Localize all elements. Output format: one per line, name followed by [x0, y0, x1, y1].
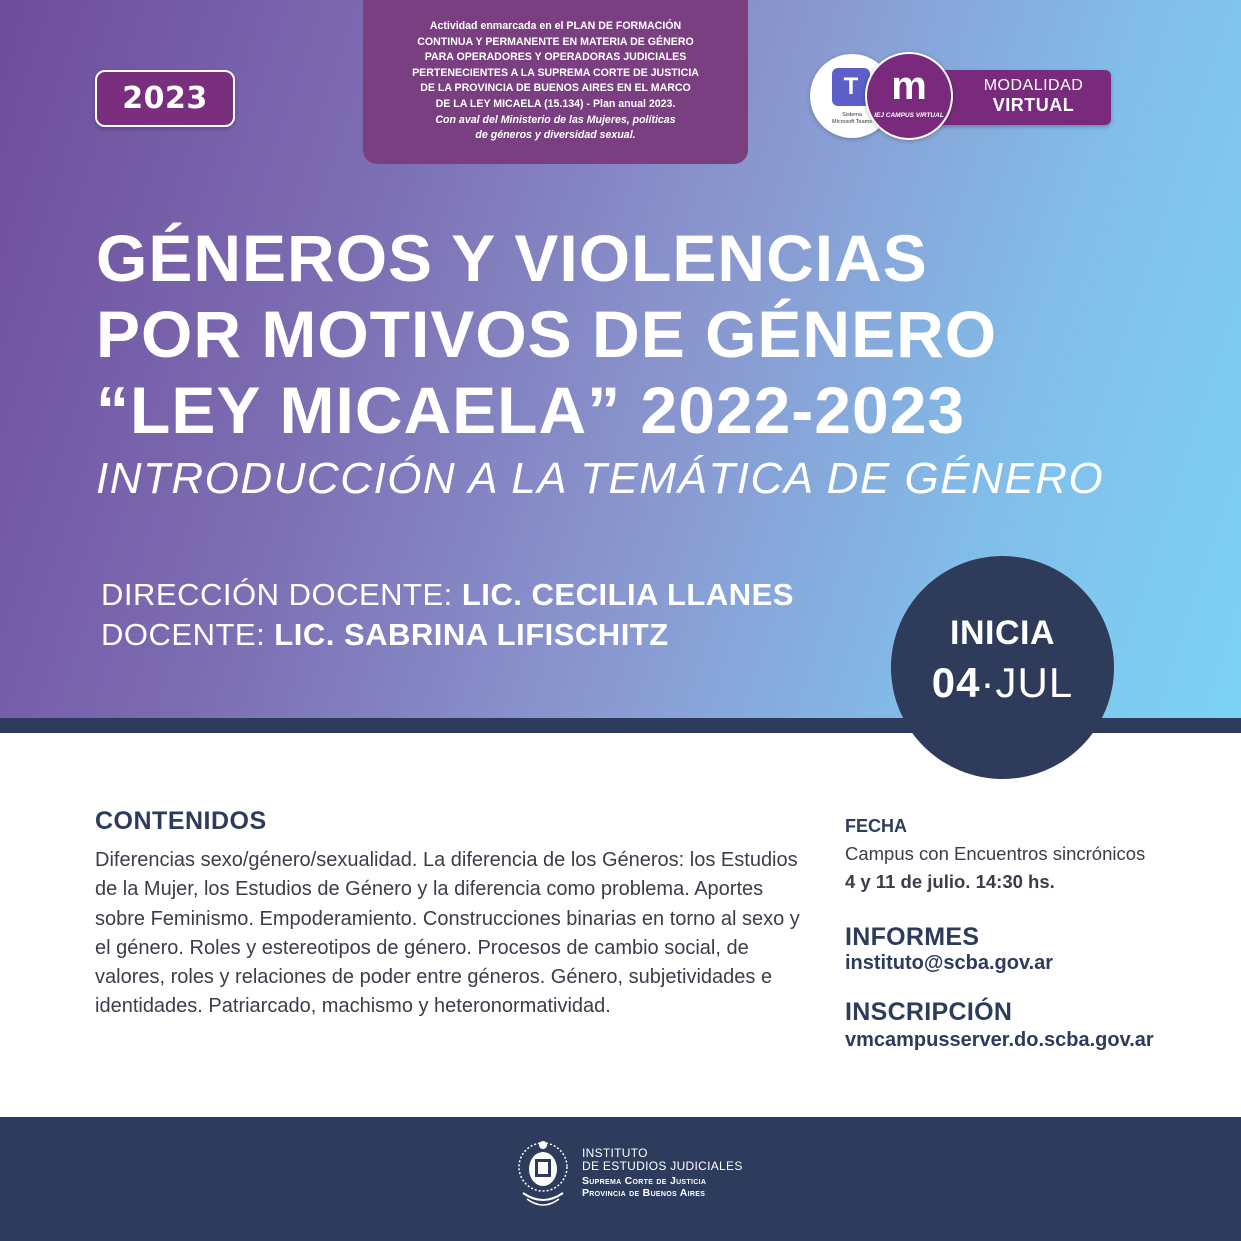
campus-caption: IEJ CAMPUS VIRTUAL: [874, 112, 944, 119]
plan-line: Actividad enmarcada en el PLAN DE FORMACIÓN: [429, 20, 682, 32]
teams-icon: T: [832, 68, 870, 106]
start-separator: ·: [980, 659, 996, 706]
institute-line: INSTITUTO: [582, 1146, 648, 1160]
modality-label: MODALIDAD: [983, 77, 1084, 94]
teams-caption-line: Sistema: [842, 112, 862, 118]
title-line: POR MOTIVOS DE GÉNERO: [96, 297, 998, 371]
course-title: [96, 220, 1216, 448]
plan-line: PARA OPERADORES Y OPERADORAS JUDICIALES: [424, 51, 687, 64]
plan-endorsement-line: Con aval del Ministerio de las Mujeres, políticas: [435, 113, 676, 126]
signup-url-link[interactable]: vmcampusserver.do.scba.gov.ar: [845, 1029, 1154, 1051]
course-subtitle: INTRODUCCIÓN A LA TEMÁTICA DE GÉNERO: [96, 454, 1105, 503]
direction-line: [101, 575, 794, 615]
graduation-cap-icon: m: [891, 64, 927, 108]
start-month: JUL: [995, 659, 1074, 706]
court-line: Suprema Corte de Justicia: [582, 1175, 707, 1187]
province-line: Provincia de Buenos Aires: [582, 1187, 706, 1199]
campus-logo: [865, 52, 953, 140]
year-badge: 2023: [95, 70, 235, 127]
plan-endorsement-line: de géneros y diversidad sexual.: [475, 129, 636, 142]
teacher-label: DOCENTE:: [101, 617, 275, 652]
title-line: “LEY MICAELA” 2022-2023: [96, 373, 966, 447]
start-date-badge: [891, 556, 1114, 779]
coat-of-arms-icon: [513, 1137, 573, 1213]
plan-line: DE LA PROVINCIA DE BUENOS AIRES EN EL MARCO: [420, 82, 691, 95]
info-email-link[interactable]: instituto@scba.gov.ar: [845, 952, 1054, 974]
plan-line: CONTINUA Y PERMANENTE EN MATERIA DE GÉNERO: [417, 35, 694, 48]
teacher-name: LIC. SABRINA LIFISCHITZ: [274, 617, 669, 652]
staff-info: [101, 575, 794, 655]
contents-heading: CONTENIDOS: [95, 807, 267, 835]
start-label: INICIA: [950, 614, 1055, 652]
direction-label: DIRECCIÓN DOCENTE:: [101, 577, 462, 612]
institute-line: DE ESTUDIOS JUDICIALES: [582, 1159, 743, 1173]
start-date: [891, 659, 1114, 707]
teams-caption-line: Microsoft Teams: [832, 118, 872, 125]
direction-name: LIC. CECILIA LLANES: [461, 577, 794, 612]
date-heading: FECHA: [845, 816, 907, 836]
title-line: GÉNEROS Y VIOLENCIAS: [96, 221, 928, 295]
info-heading: INFORMES: [845, 923, 980, 951]
contents-body: Diferencias sexo/género/sexualidad. La diferencia de los Géneros: los Estudios de la Mujer, los Estudios de Género y la diferencia como problema. Aportes sobre Feminismo. Empoderamiento. Construcciones binarias en torno al sexo y el género. Roles y estereotipos de género. Procesos de cambio social, de valores, roles y relaciones de poder entre géneros. Género, subjetividades e identidades. Patriarcado, machismo y heteronormatividad.: [95, 849, 800, 1018]
signup-heading: INSCRIPCIÓN: [845, 998, 1013, 1026]
teacher-line: [101, 615, 794, 655]
plan-line: DE LA LEY MICAELA (15.134) - Plan anual 2023.: [435, 97, 676, 110]
footer: [0, 1117, 1241, 1241]
date-time: 4 y 11 de julio. 14:30 hs.: [845, 871, 1055, 892]
plan-line: PERTENECIENTES A LA SUPREMA CORTE DE JUSTICIA: [412, 66, 699, 79]
modality-value: VIRTUAL: [992, 95, 1075, 115]
date-line: Campus con Encuentros sincrónicos: [845, 843, 1146, 864]
start-day: 04: [931, 659, 981, 706]
plan-notice: [363, 0, 748, 164]
